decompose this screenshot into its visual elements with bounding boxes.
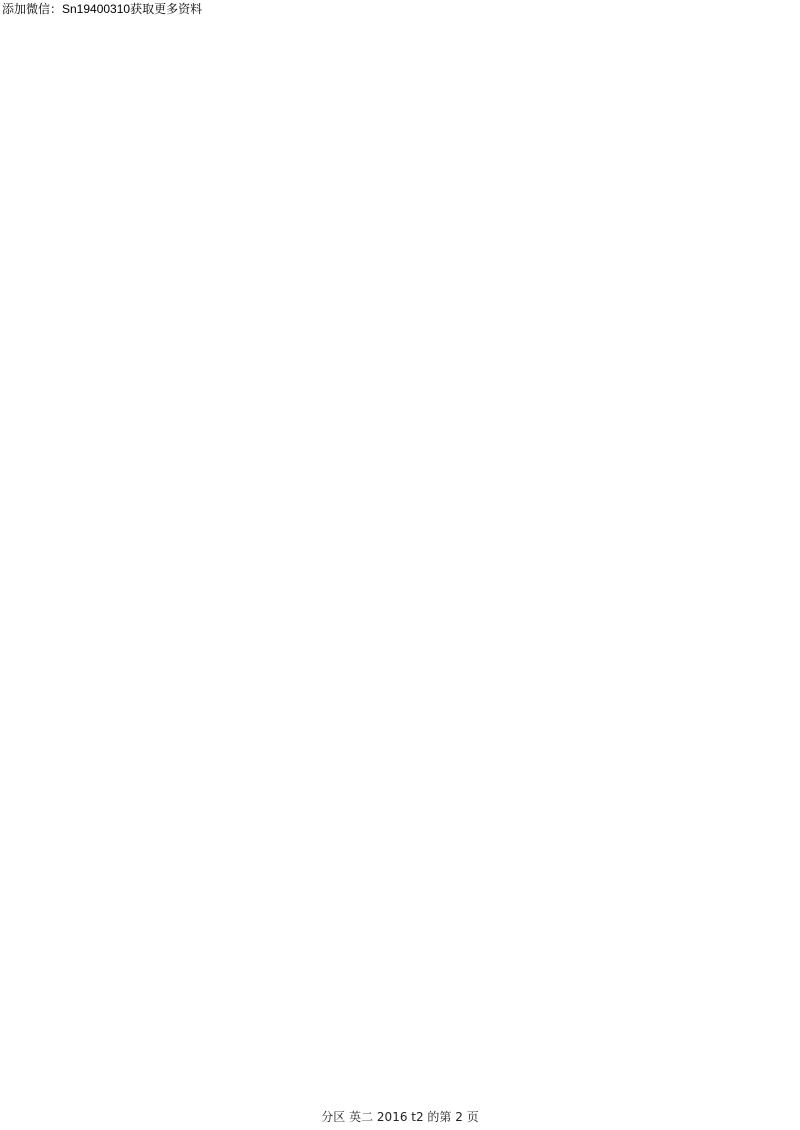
page-footer: 分区 英二 2016 t2 的第 2 页 [321, 1110, 479, 1124]
watermark-text: 添加微信：Sn19400310获取更多资料 [2, 2, 203, 16]
